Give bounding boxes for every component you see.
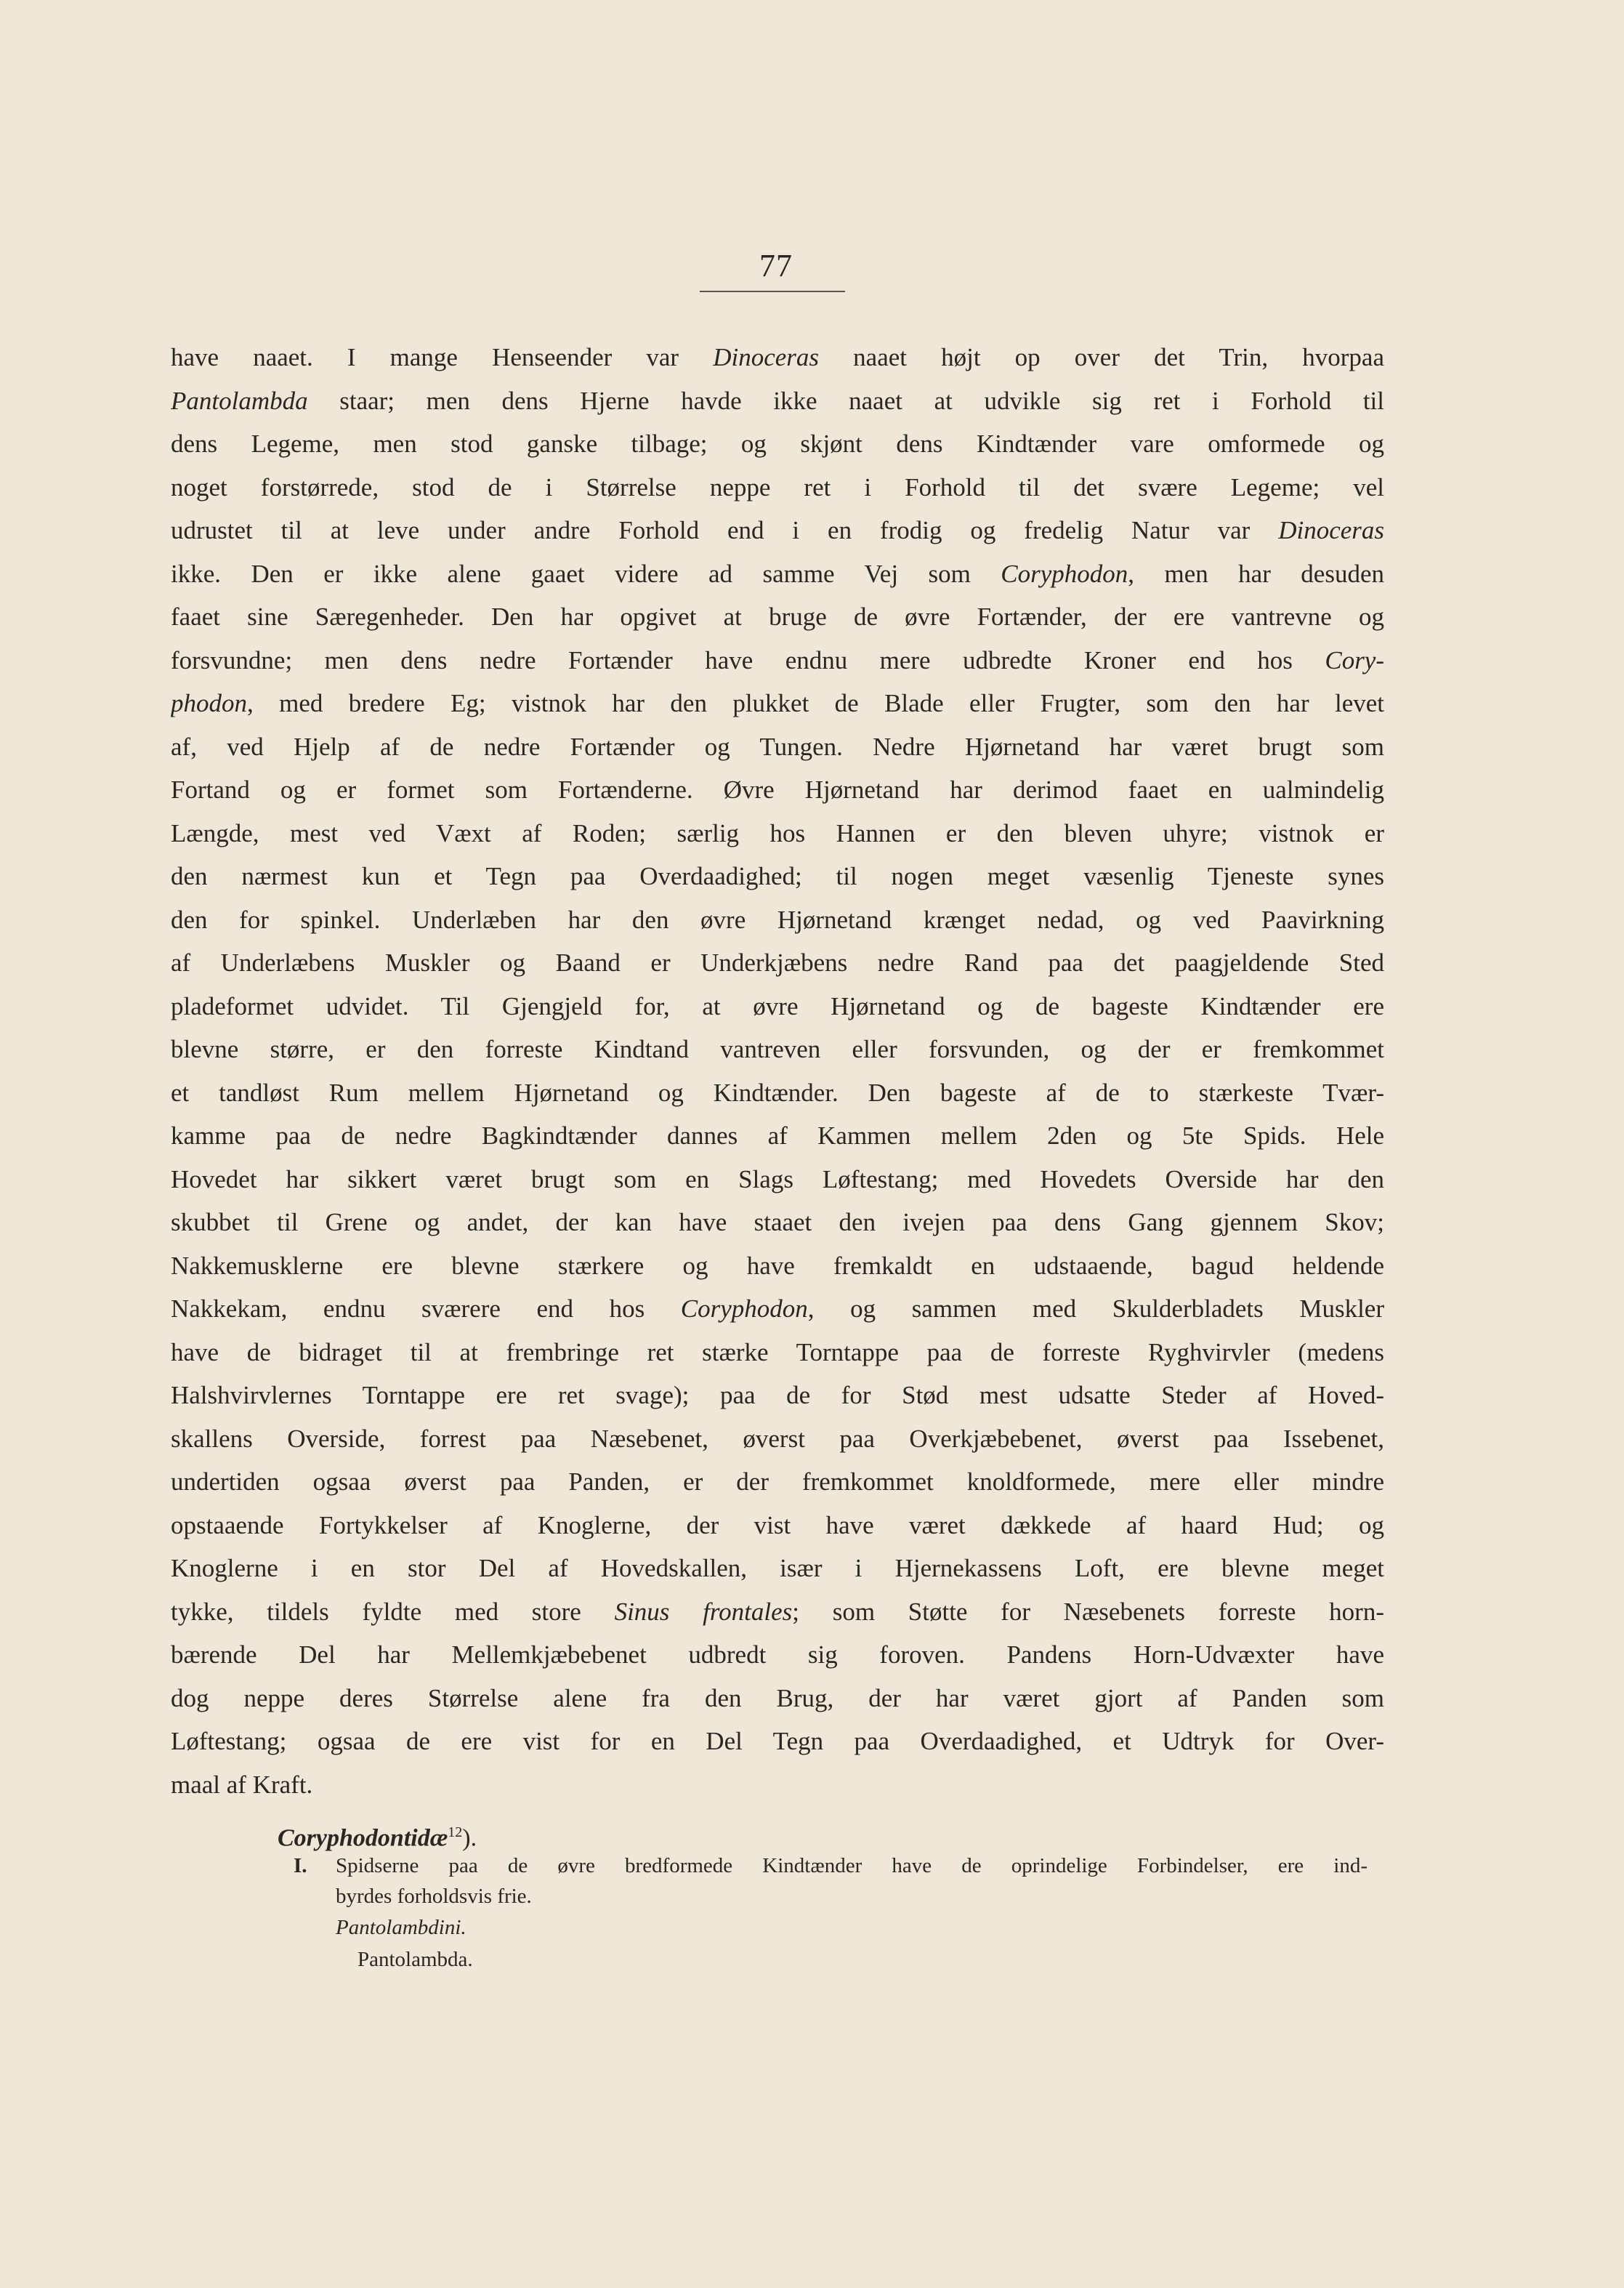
italic-term: Sinus frontales xyxy=(614,1597,793,1626)
text-run: Løftestang; ogsaa de ere vist for en Del Tegn paa Overdaadighed, et Udtryk for Over- xyxy=(171,1727,1384,1755)
text-run: forsvundne; men dens nedre Fortænder have endnu mere udbredte Kroner end hos xyxy=(171,645,1325,674)
text-line xyxy=(171,552,1384,596)
text-run: Længde, mest ved Væxt af Roden; særlig hos Hannen er den bleven uhyre; vistnok er xyxy=(171,818,1384,847)
text-line xyxy=(171,509,1384,552)
text-run: Nakkekam, endnu sværere end hos xyxy=(171,1294,681,1323)
text-line xyxy=(171,1720,1384,1763)
text-line xyxy=(171,725,1384,769)
text-line xyxy=(171,1201,1384,1244)
text-run: Halshvirvlernes Torntappe ere ret svage); paa de for Stød mest udsatte Steder af Hoved- xyxy=(171,1381,1384,1409)
italic-term: Pantolambda xyxy=(171,386,308,415)
text-line xyxy=(171,1417,1384,1461)
genus-name: Pantolambda. xyxy=(357,1948,473,1971)
text-line xyxy=(171,682,1384,725)
text-run: ; som Støtte for Næsebenets forreste horn- xyxy=(792,1597,1384,1626)
text-run: kamme paa de nedre Bagkindtænder dannes af Kammen mellem 2den og 5te Spids. Hele xyxy=(171,1121,1384,1150)
text-run: skallens Overside, forrest paa Næsebenet, øverst paa Overkjæbebenet, øverst paa Issebenet, xyxy=(171,1424,1384,1453)
text-run: udrustet til at leve under andre Forhold end i en frodig og fredelig Natur var xyxy=(171,516,1279,544)
text-line xyxy=(171,422,1384,466)
text-run: bærende Del har Mellemkjæbebenet udbredt sig foroven. Pandens Horn-Udvæxter have xyxy=(171,1640,1384,1669)
text-line xyxy=(171,1504,1384,1547)
italic-term: Coryphodon xyxy=(680,1294,808,1323)
character-note-line xyxy=(278,1850,1368,1881)
footnote-marker: 12 xyxy=(448,1824,463,1840)
text-run: noget forstørrede, stod de i Størrelse neppe ret i Forhold til det svære Legeme; vel xyxy=(171,472,1384,501)
text-line xyxy=(171,1028,1384,1071)
text-line xyxy=(171,1374,1384,1417)
text-line xyxy=(171,639,1384,682)
text-line xyxy=(171,1633,1384,1677)
italic-term: Cory- xyxy=(1325,645,1384,674)
classification-block xyxy=(278,1814,1368,1975)
text-line xyxy=(171,941,1384,985)
text-run: ikke. Den er ikke alene gaaet videre ad samme Vej som xyxy=(171,559,1001,588)
text-run: , med bredere Eg; vistnok har den plukket de Blade eller Frugter, som den har levet xyxy=(247,689,1384,717)
text-run: naaet højt op over det Trin, hvorpaa xyxy=(819,343,1384,371)
text-run: tykke, tildels fyldte med store xyxy=(171,1597,615,1626)
text-run: maal af Kraft. xyxy=(171,1770,313,1799)
tribe-name: Pantolambdini. xyxy=(336,1916,466,1939)
family-name: Coryphodontidæ xyxy=(278,1824,448,1852)
text-line xyxy=(171,768,1384,812)
text-line xyxy=(171,336,1384,379)
text-run: undertiden ogsaa øverst paa Panden, er der fremkommet knoldformede, mere eller mindre xyxy=(171,1467,1384,1496)
text-run: dens Legeme, men stod ganske tilbage; og skjønt dens Kindtænder vare omformede og xyxy=(171,430,1384,458)
note-number: I. xyxy=(294,1854,307,1877)
italic-term: Coryphodon xyxy=(1001,559,1128,588)
page-number: 77 xyxy=(759,248,793,283)
text-run: , men har desuden xyxy=(1128,559,1384,588)
text-run: opstaaende Fortykkelser af Knoglerne, der vist have været dækkede af haard Hud; og xyxy=(171,1510,1384,1539)
text-run: Knoglerne i en stor Del af Hovedskallen, især i Hjernekassens Loft, ere blevne meget xyxy=(171,1554,1384,1582)
text-line xyxy=(171,1677,1384,1720)
italic-term: Dinoceras xyxy=(1278,516,1384,544)
text-line xyxy=(171,1331,1384,1374)
text-line xyxy=(171,1158,1384,1201)
body-text xyxy=(171,336,1384,1806)
text-run: Fortand og er formet som Fortænderne. Øvre Hjørnetand har derimod faaet en ualmindelig xyxy=(171,776,1384,804)
text-run: have de bidraget til at frembringe ret stærke Torntappe paa de forreste Ryghvirvler (medens xyxy=(171,1337,1384,1366)
text-run: den for spinkel. Underlæben har den øvre Hjørnetand krænget nedad, og ved Paavirkning xyxy=(171,905,1384,934)
italic-term: phodon xyxy=(171,689,247,717)
text-run: dog neppe deres Størrelse alene fra den Brug, der har været gjort af Panden som xyxy=(171,1683,1384,1712)
text-run: af Underlæbens Muskler og Baand er Underkjæbens nedre Rand paa det paagjeldende Sted xyxy=(171,948,1384,977)
text-line xyxy=(171,595,1384,639)
text-line xyxy=(171,1114,1384,1158)
text-run: Nakkemusklerne ere blevne stærkere og have fremkaldt en udstaaende, bagud heldende xyxy=(171,1251,1384,1280)
text-run: pladeformet udvidet. Til Gjengjeld for, at øvre Hjørnetand og de bageste Kindtænder ere xyxy=(171,991,1384,1020)
text-run: et tandløst Rum mellem Hjørnetand og Kindtænder. Den bageste af de to stærkeste Tvær- xyxy=(171,1078,1384,1107)
text-line xyxy=(171,1460,1384,1504)
text-line xyxy=(171,898,1384,942)
text-run: staar; men dens Hjerne havde ikke naaet at udvikle sig ret i Forhold til xyxy=(307,386,1384,415)
family-heading xyxy=(278,1814,1368,1850)
text-run: , og sammen med Skulderbladets Muskler xyxy=(807,1294,1384,1323)
text-line xyxy=(171,812,1384,855)
text-run: af, ved Hjelp af de nedre Fortænder og Tungen. Nedre Hjørnetand har været brugt som xyxy=(171,732,1384,761)
text-run: faaet sine Særegenheder. Den har opgivet at bruge de øvre Fortænder, der ere vantrevne og xyxy=(171,603,1384,631)
character-note-line xyxy=(278,1881,1368,1912)
text-run: Hovedet har sikkert været brugt som en Slags Løftestang; med Hovedets Overside har den xyxy=(171,1164,1384,1193)
text-run: blevne større, er den forreste Kindtand vantreven eller forsvunden, og der er fremkommet xyxy=(171,1035,1384,1063)
note-text: Spidserne paa de øvre bredformede Kindtænder have de oprindelige Forbindelser, ere ind- xyxy=(336,1854,1368,1877)
page-number-rule xyxy=(700,291,845,292)
text-line xyxy=(171,1547,1384,1590)
text-run: skubbet til Grene og andet, der kan have staaet den ivejen paa dens Gang gjennem Skov; xyxy=(171,1208,1384,1236)
note-text-continued: byrdes forholdsvis frie. xyxy=(336,1885,532,1908)
text-line xyxy=(171,985,1384,1028)
text-line xyxy=(171,466,1384,509)
text-run: den nærmest kun et Tegn paa Overdaadighed; til nogen meget væsenlig Tjeneste synes xyxy=(171,862,1384,890)
family-suffix: ). xyxy=(462,1824,477,1852)
text-line xyxy=(171,379,1384,423)
text-run: have naaet. I mange Henseender var xyxy=(171,343,714,371)
text-line xyxy=(171,855,1384,898)
text-line xyxy=(171,1071,1384,1115)
text-line xyxy=(171,1287,1384,1331)
italic-term: Dinoceras xyxy=(713,343,820,371)
text-line xyxy=(171,1763,1384,1807)
text-line xyxy=(171,1244,1384,1288)
text-line xyxy=(171,1590,1384,1634)
